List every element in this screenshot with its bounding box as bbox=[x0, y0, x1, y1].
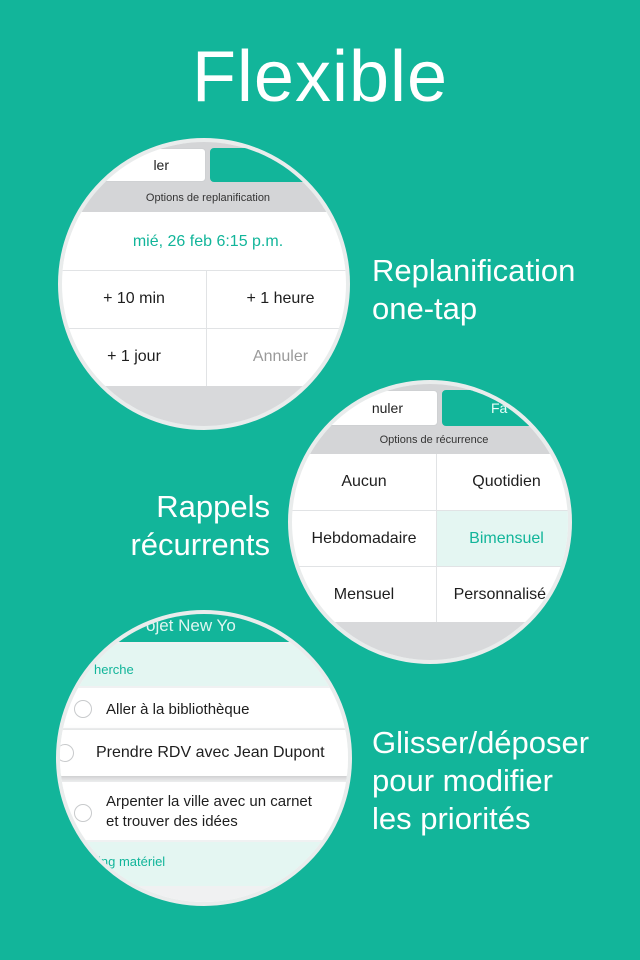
confirm-tab-button[interactable] bbox=[210, 148, 350, 182]
tasks-preview-circle bbox=[56, 610, 352, 906]
task-checkbox[interactable] bbox=[56, 744, 74, 762]
feature-recurring-line1: Rappels bbox=[156, 489, 270, 524]
task-checkbox[interactable] bbox=[74, 700, 92, 718]
feature-dragdrop-line2: pour modifier bbox=[372, 763, 553, 798]
task-title-line2: et trouver des idées bbox=[106, 813, 238, 830]
list-title: ojet New Yo bbox=[146, 616, 236, 635]
done-tab-label: Fa bbox=[491, 400, 508, 416]
feature-recurring-label bbox=[128, 488, 270, 564]
recurrence-custom-option[interactable]: Personnalisé... bbox=[453, 585, 560, 603]
recurrence-biweekly-option[interactable]: Bimensuel bbox=[437, 511, 572, 566]
reschedule-options-header: Options de replanification bbox=[145, 192, 271, 204]
task-title: Prendre RDV avec Jean Dupont bbox=[96, 744, 325, 761]
cancel-tab-label: nuler bbox=[371, 400, 403, 416]
reschedule-1hour-button[interactable]: + 1 heure bbox=[246, 290, 315, 307]
recurrence-weekly-option[interactable]: Hebdomadaire bbox=[311, 529, 417, 547]
section-header-material bbox=[60, 842, 352, 886]
feature-dragdrop-label bbox=[372, 724, 589, 838]
cancel-tab-button[interactable] bbox=[312, 390, 438, 426]
reschedule-date[interactable]: mié, 26 feb 6:15 p.m. bbox=[132, 233, 284, 250]
cancel-tab-label: ler bbox=[153, 157, 169, 173]
task-row-dragging[interactable] bbox=[56, 730, 352, 776]
reschedule-10min-button[interactable]: + 10 min bbox=[103, 290, 165, 307]
feature-reschedule-line2: one-tap bbox=[372, 291, 478, 326]
task-title: Aller à la bibliothèque bbox=[106, 701, 250, 718]
cancel-tab-button[interactable] bbox=[102, 148, 206, 182]
section-header-label: herche bbox=[94, 662, 134, 677]
task-checkbox[interactable] bbox=[74, 804, 92, 822]
page-title: Flexible bbox=[191, 37, 449, 117]
done-tab-button[interactable] bbox=[442, 390, 572, 426]
feature-reschedule-line1: Replanification bbox=[372, 253, 576, 288]
section-header-label: ing matériel bbox=[98, 854, 166, 869]
feature-recurring-line2: récurrents bbox=[130, 527, 270, 562]
divider bbox=[436, 454, 437, 622]
recurrence-daily-option[interactable]: Quotidien bbox=[472, 473, 541, 490]
feature-dragdrop-line1: Glisser/déposer bbox=[372, 725, 590, 760]
recurrence-none-option[interactable]: Aucun bbox=[341, 473, 387, 490]
task-row[interactable] bbox=[60, 688, 352, 728]
reschedule-1day-button[interactable]: + 1 jour bbox=[107, 348, 161, 365]
feature-dragdrop-line3: les priorités bbox=[372, 801, 531, 836]
task-row[interactable] bbox=[60, 782, 352, 840]
list-header-bar bbox=[60, 614, 352, 642]
reschedule-cancel-button[interactable]: Annuler bbox=[252, 348, 309, 365]
recurrence-monthly-option[interactable]: Mensuel bbox=[333, 585, 395, 603]
feature-reschedule-label bbox=[372, 252, 575, 328]
section-header-research bbox=[60, 644, 352, 686]
task-title-line1: Arpenter la ville avec un carnet bbox=[106, 793, 312, 810]
recurrence-options-header: Options de récurrence bbox=[379, 434, 489, 446]
